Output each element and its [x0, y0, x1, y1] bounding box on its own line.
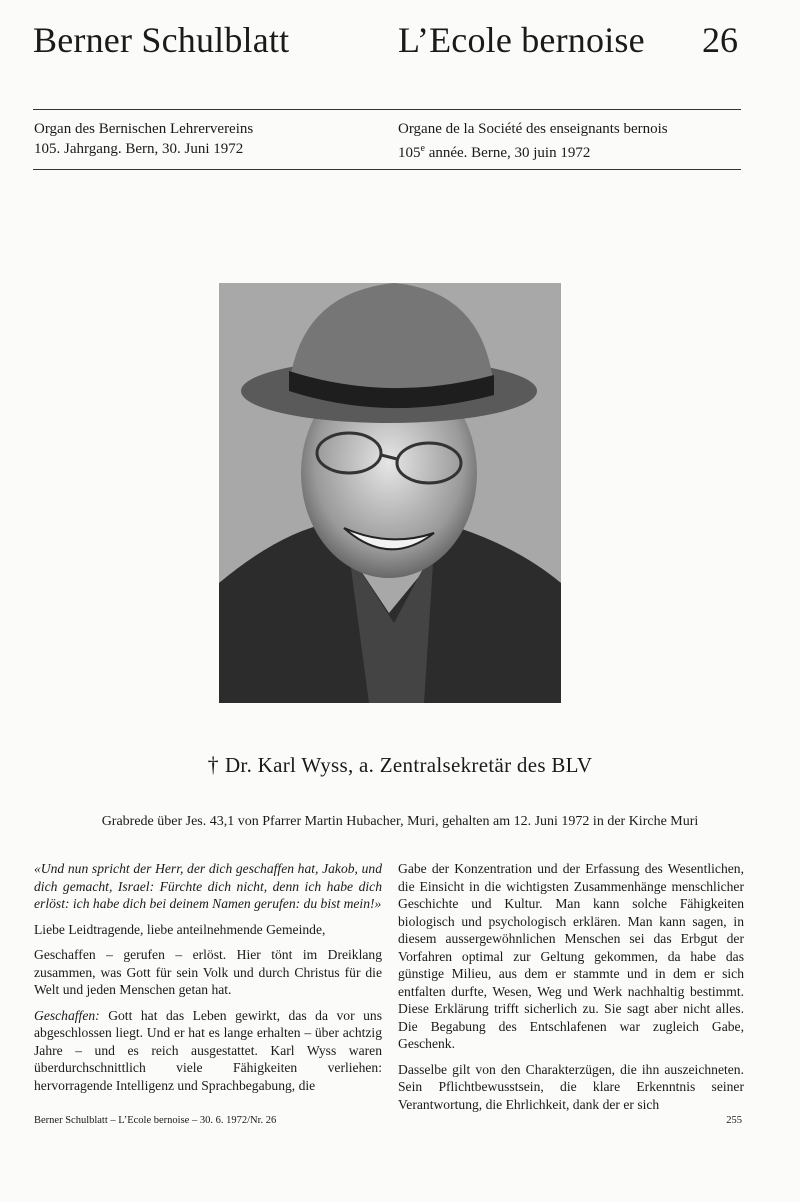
article-column-2 [398, 860, 744, 1121]
paragraph-lead: Geschaffen: [34, 1007, 100, 1023]
top-rule [33, 109, 741, 110]
page-number: 255 [726, 1115, 742, 1126]
obituary-caption [0, 752, 800, 778]
paragraph: Dasselbe gilt von den Charakterzügen, die ihn auszeichneten. Sein Pflichtbewusstsein, die klare Erkenntnis seiner Verantwortung, die Ehrlichkeit, dank der er sich [398, 1061, 744, 1112]
subhead-fr [398, 119, 668, 163]
caption-text: Dr. Karl Wyss, a. Zentralsekretär des BLV [224, 753, 593, 777]
paragraph: Gabe der Konzentration und der Erfassung des Wesentlichen, die Einsicht in die wichtigsten Zusammenhänge menschlicher Geschichte und Kultur. Man kann solche Fähigkeiten biologisch und psychologisch erklären. Man kann sagen, in diesem aussergewöhnlichen Menschen sei das Erbgut der Vorfahren optimal zur Geltung gekommen, da habe das günstige Milieu, aus dem er stammte und in dem er sich entfalten durfte, Wesen, Weg und Werk nachhaltig bestimmt. Diese Erklärung trifft sicherlich zu. Sie sagt aber nicht alles. Die Begabung des Entschlafenen war zugleich Gabe, Geschenk. [398, 861, 744, 1051]
footer-citation: Berner Schulblatt – L’Ecole bernoise – 30. 6. 1972/Nr. 26 [34, 1115, 277, 1126]
subhead-de-line2: 105. Jahrgang. Bern, 30. Juni 1972 [34, 141, 244, 157]
paragraph: Geschaffen – gerufen – erlöst. Hier tönt im Dreiklang zusammen, was Gott für sein Volk und durch Christus für die Welt und jeden Menschen getan hat. [34, 947, 382, 997]
subhead-de [34, 119, 253, 159]
masthead-title-fr: L’Ecole bernoise [398, 20, 645, 60]
dagger-icon: † [207, 752, 219, 777]
paragraph: Geschaffen: Gott hat das Leben gewirkt, das da vor uns abgeschlossen liegt. Und er hat es lange erhalten – über achtzig Jahre – und es reich ausgestattet. Karl Wyss waren überdurchschnittlich viele Fähigkeiten verliehen: hervorragende Intelligenz und Sprachbegabung, die [34, 1007, 382, 1093]
sermon-subtitle: Grabrede über Jes. 43,1 von Pfarrer Martin Hubacher, Muri, gehalten am 12. Juni 1972 in der Kirche Muri [101, 814, 699, 829]
salutation: Liebe Leidtragende, liebe anteilnehmende Gemeinde, [34, 921, 326, 937]
portrait-icon [219, 283, 561, 703]
article-column-1 [34, 860, 382, 1102]
bible-quote: «Und nun spricht der Herr, der dich geschaffen hat, Jakob, und dich gemacht, Israel: Fürchte dich nicht, denn ich habe dich erlöst: ich habe dich bei deinem Namen gerufen: du bist mein!» [34, 861, 382, 911]
issue-number: 26 [702, 20, 738, 60]
subhead-fr-line2: 105e année. Berne, 30 juin 1972 [398, 143, 591, 161]
portrait-photo [219, 283, 561, 703]
subhead-fr-line1: Organe de la Société des enseignants bernois [398, 121, 668, 137]
masthead-title-de: Berner Schulblatt [33, 20, 290, 60]
subhead-rule [33, 169, 741, 170]
subhead-de-line1: Organ des Bernischen Lehrervereins [34, 121, 254, 137]
